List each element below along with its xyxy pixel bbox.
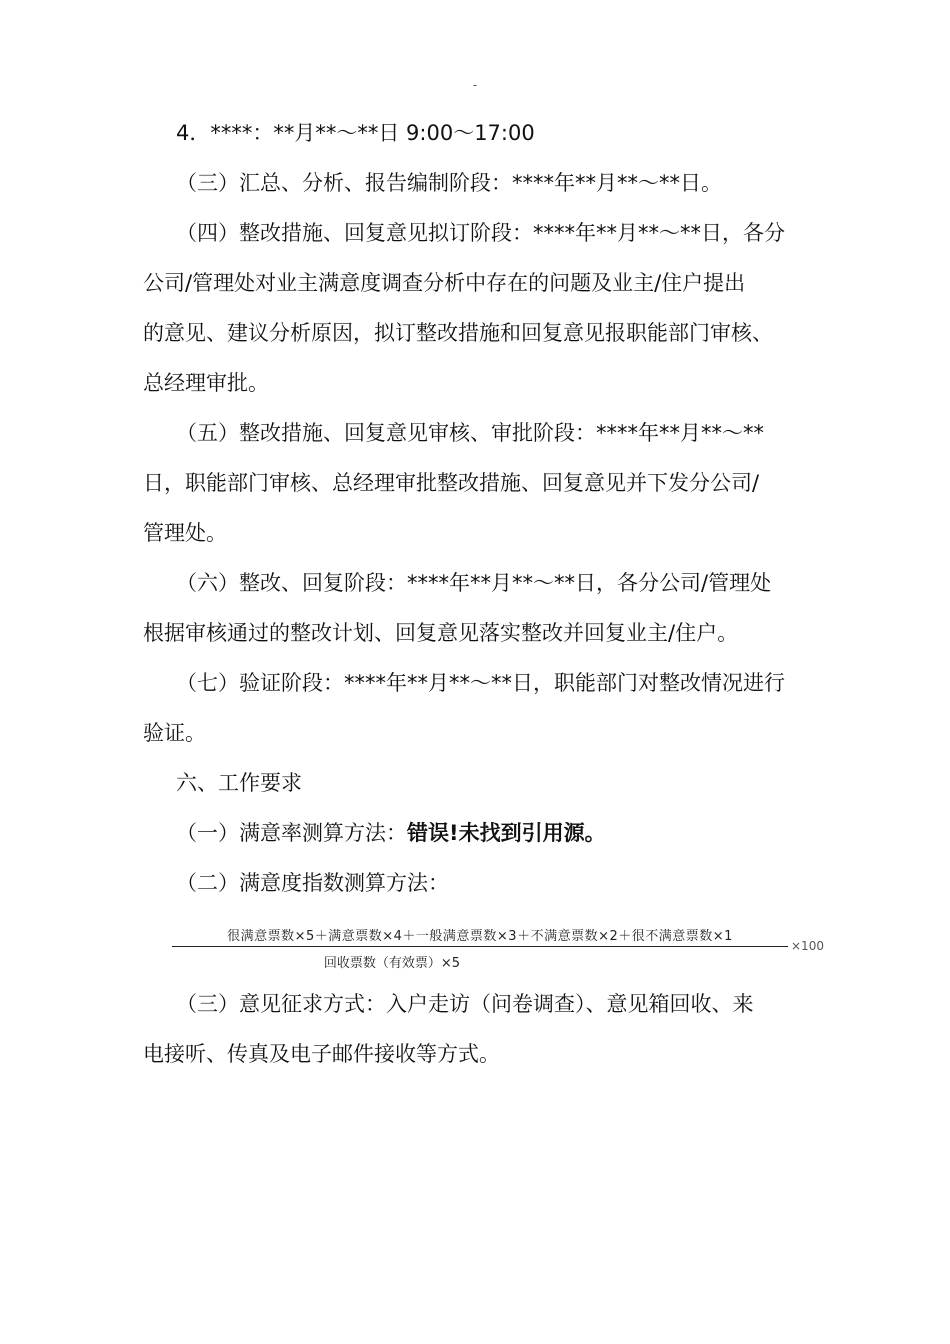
- document-body-closing: [143, 979, 813, 1079]
- header-mark: -: [472, 78, 478, 92]
- paragraph-line: （四）整改措施、回复意见拟订阶段：****年**月**～**日，各分: [176, 221, 785, 245]
- paragraph-line: （六）整改、回复阶段：****年**月**～**日，各分公司/管理处: [176, 571, 772, 595]
- document-body: [143, 108, 813, 908]
- paragraph-line: （三）汇总、分析、报告编制阶段：****年**月**～**日。: [176, 171, 722, 195]
- reference-error-text: 错误!未找到引用源。: [407, 821, 606, 845]
- paragraph-line: （七）验证阶段：****年**月**～**日，职能部门对整改情况进行: [176, 671, 785, 695]
- formula-multiplier: ×100: [791, 939, 824, 953]
- formula-numerator: 很满意票数×5＋满意票数×4＋一般满意票数×3＋不满意票数×2＋很不满意票数×1: [227, 929, 733, 944]
- paragraph-line: 验证。: [143, 721, 206, 745]
- formula-denominator: 回收票数（有效票）×5: [323, 956, 461, 971]
- paragraph-line: 4．****：**月**～**日 9:00～17:00: [176, 121, 535, 145]
- paragraph-line: 日，职能部门审核、总经理审批整改措施、回复意见并下发分公司/: [143, 471, 760, 495]
- paragraph-line: （五）整改措施、回复意见审核、审批阶段：****年**月**～**: [176, 421, 764, 445]
- satisfaction-index-formula: [172, 925, 832, 975]
- paragraph-line: 的意见、建议分析原因，拟订整改措施和回复意见报职能部门审核、: [143, 321, 773, 345]
- paragraph-line: （二）满意度指数测算方法：: [176, 871, 449, 895]
- satisfaction-rate-label: （一）满意率测算方法：: [176, 821, 407, 845]
- section-heading: 六、工作要求: [176, 771, 302, 795]
- fraction-bar: [172, 946, 788, 947]
- paragraph-line: 管理处。: [143, 521, 227, 545]
- paragraph-line: 根据审核通过的整改计划、回复意见落实整改并回复业主/住户。: [143, 621, 739, 645]
- paragraph-line: （三）意见征求方式：入户走访（问卷调查）、意见箱回收、来: [176, 992, 754, 1016]
- paragraph-line: 公司/管理处对业主满意度调查分析中存在的问题及业主/住户提出: [143, 271, 746, 295]
- paragraph-line: 总经理审批。: [143, 371, 269, 395]
- paragraph-line: 电接听、传真及电子邮件接收等方式。: [143, 1042, 500, 1066]
- paragraph-line: [143, 808, 813, 858]
